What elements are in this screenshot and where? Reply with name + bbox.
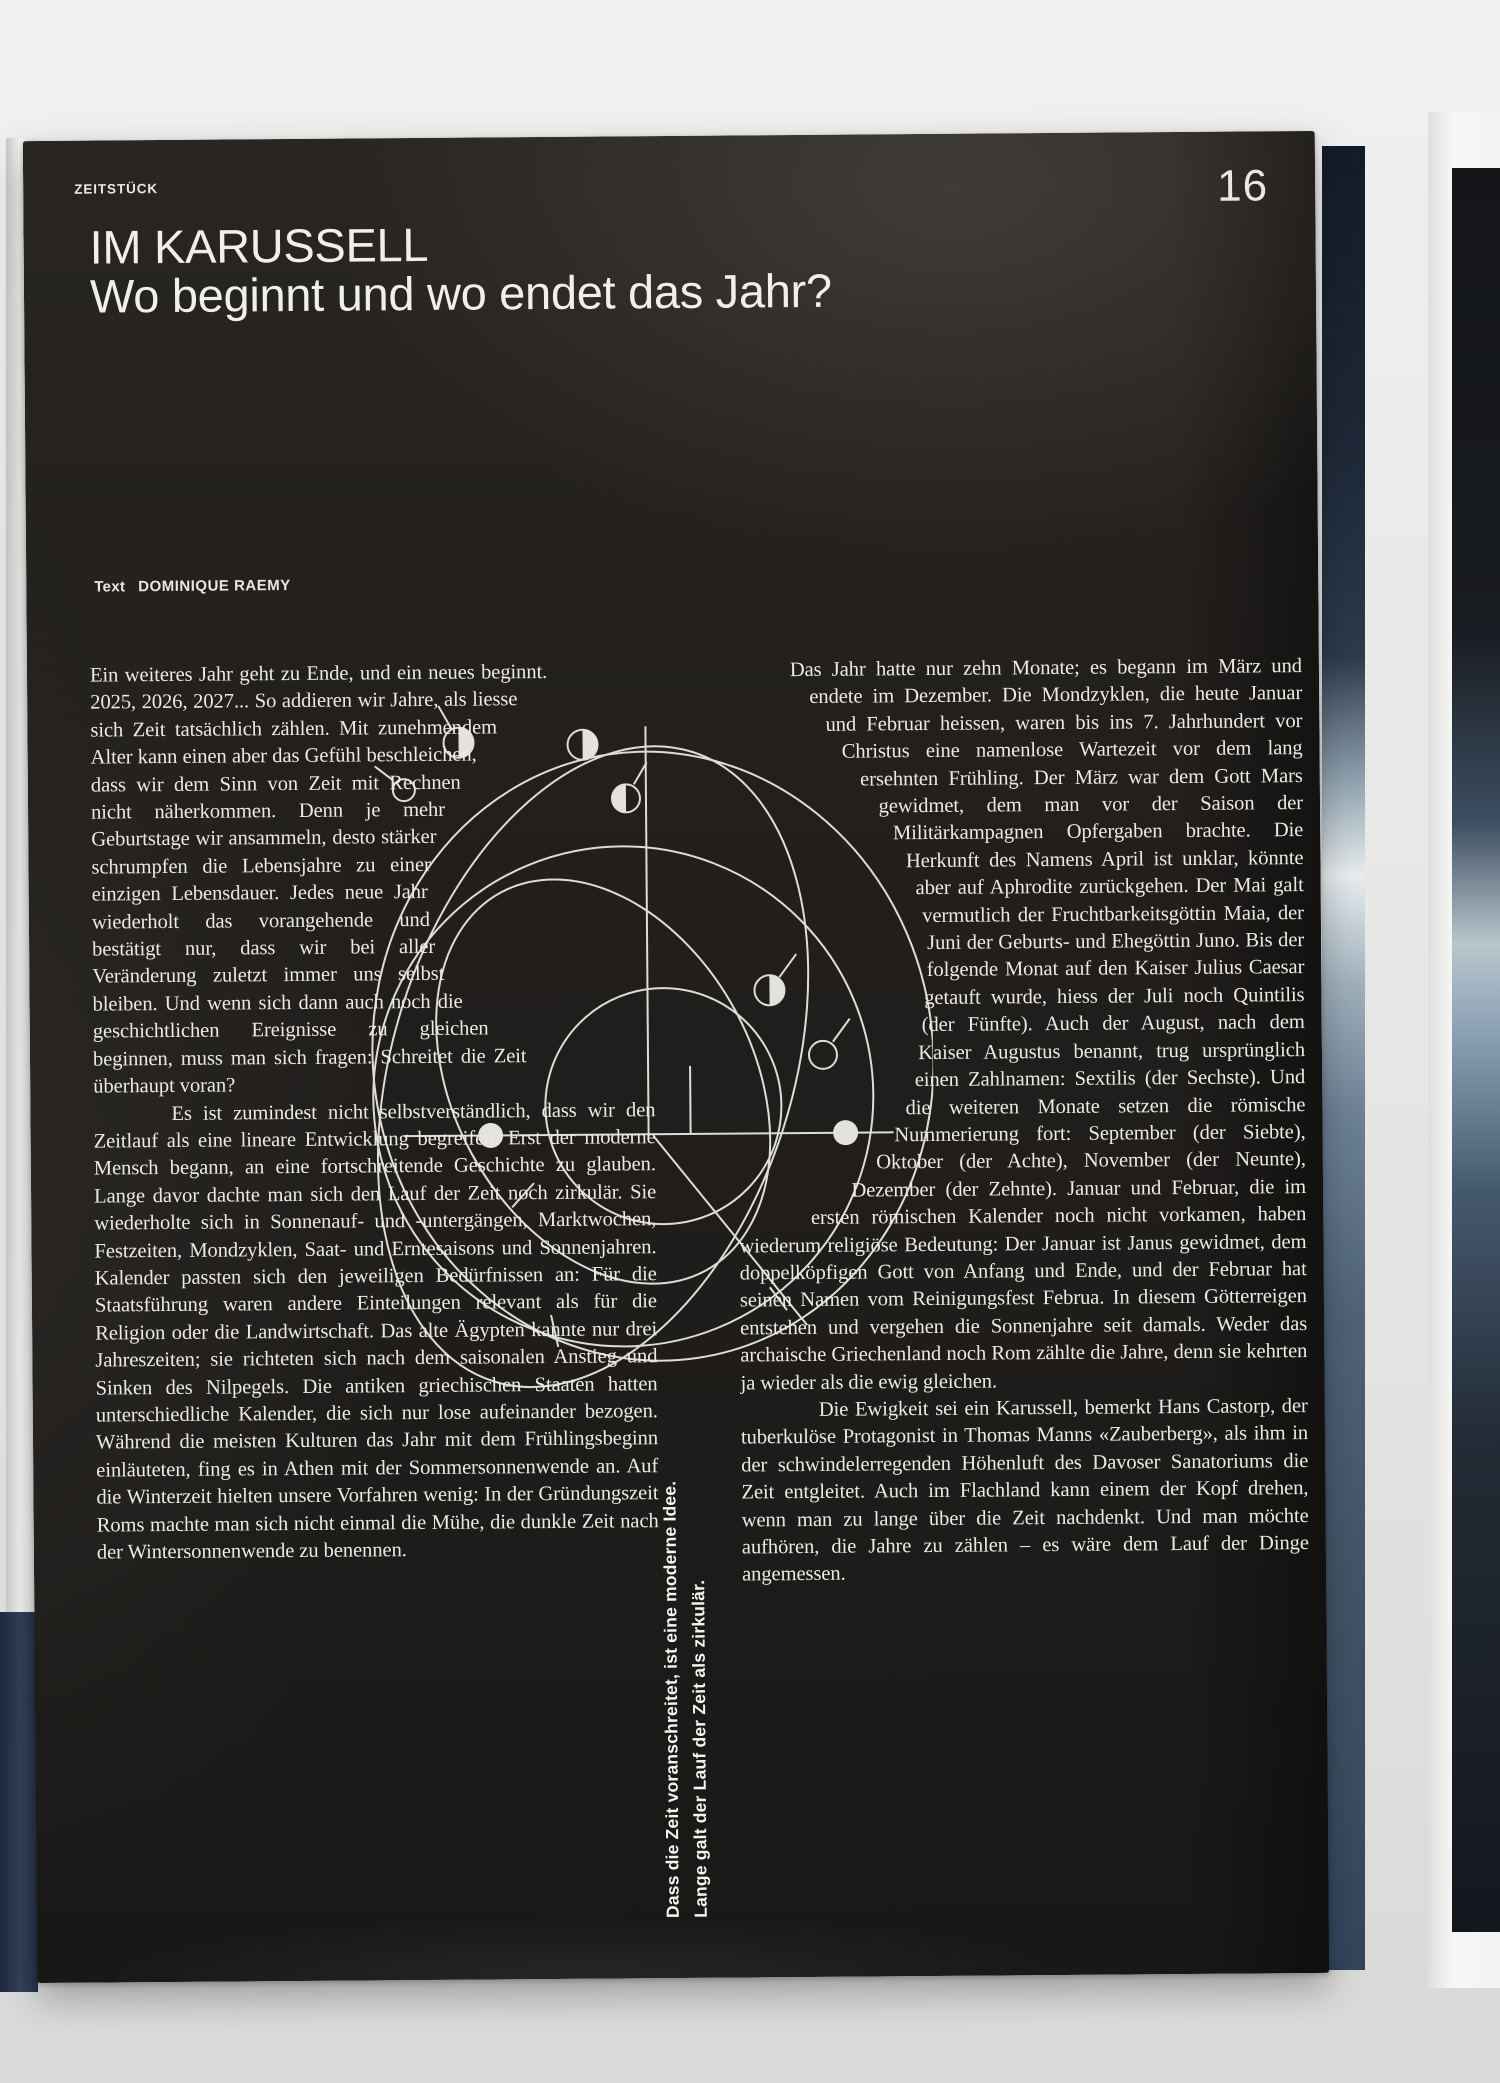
paragraph: Das Jahr hatte nur zehn Monate; es begann im März und endete im Dezember. Die Mondzyklen, die heute Januar und Februar heissen, waren bis ins 7. Jahrhundert vor Christus eine namenlose Wartezeit vor dem lang ersehnten Frühling. Der März war dem Gott Mars gewidmet, dem man vor der Saison der Militärkampagnen Opfergaben brachte. Die Herkunft des Namens April ist unklar, könnte aber auf Aphrodite zurückgehen. Der Mai galt vermutlich der Fruchtbarkeitsgöttin Maia, der Juni der Geburts- und Ehegöttin Juno. Bis der folgende Monat auf den Kaiser Julius Caesar getauft wurde, hiess der Juli noch Quintilis (der Fünfte). Auch der August, nach dem Kaiser Augustus benannt, trug ursprünglich einen Zahlnamen: Sextilis (der Sechste). Und die weiteren Monate setzen die römische Nummerierung fort: September (der Siebte), Oktober (der Achte), November (der Neunte), Dezember (der Zehnte). Januar und Februar, die im ersten römischen Kalender noch nicht vorkamen, haben wiederum religiöse Bedeutung: Der Januar ist Janus gewidmet, dem doppelköpfigen Gott von Anfang und Ende, und der Februar hat seinen Namen vom Reinigungsfest Februa. In diesem Götterreigen entstehen und vergehen die Sonnenjahre seit damals. Weder das archaische Griechenland noch Rom zählte die Jahre, denn sie kehrten ja wieder als die ewig gleichen. bbox=[739, 655, 1308, 1395]
body-column-right bbox=[735, 653, 1309, 1589]
magazine-page bbox=[23, 131, 1329, 1983]
vertical-caption-line-2: Lange galt der Lauf der Zeit als zirkulär. bbox=[688, 1579, 711, 1918]
page-number: 16 bbox=[1216, 161, 1269, 211]
paragraph: Die Ewigkeit sei ein Karussell, bemerkt Hans Castorp, der tuberkulöse Protagonist in Thomas Manns «Zauberberg», als ihm in der schwindelerregenden Höhenluft des Davoser Sanatoriums die Zeit entgleitet. Auch im Flachland kann einem der Kopf drehen, wenn man zu lange über die Zeit nachdenkt. Und man möchte aufhören, die Jahre zu zählen – es wäre dem Lauf der Dinge angemessen. bbox=[740, 1395, 1309, 1586]
byline-label: Text bbox=[94, 578, 126, 596]
page-edge-navy-left bbox=[0, 1612, 38, 1992]
vertical-caption bbox=[655, 1418, 715, 1918]
second-magazine-cover bbox=[1452, 168, 1500, 1932]
headline bbox=[89, 217, 832, 321]
vertical-caption-line-1: Dass die Zeit voranschreitet, ist eine moderne Idee. bbox=[659, 1480, 683, 1919]
body-column-left bbox=[90, 658, 659, 1567]
paragraph: Es ist zumindest nicht selbstverständlich, dass wir den Zeitlauf als eine lineare Entwicklung begreifen. Erst der moderne Mensch begann, an eine fortschreitende Geschichte zu glauben. Lange davor dachte man sich den Lauf der Zeit noch zirkulär. Sie wiederholte sich in Sonnenauf- und -untergängen, Marktwochen, Festzeiten, Mondzyklen, Saat- und Erntesaisons und Sonnenjahren. Kalender passten sich den jeweiligen Bedürfnissen an: Für die Staatsführung waren andere Einteilungen relevant als für die Religion oder die Landwirtschaft. Das alte Ägypten kannte nur drei Jahreszeiten; sie richteten sich nach dem saisonalen Anstieg und Sinken des Nilpegels. Die antiken griechischen Staaten hatten unterschiedliche Kalender, die sich nur lose aufeinander bezogen. Während die meisten Kulturen das Jahr mit dem Frühlingsbeginn einläuteten, fing es in Athen mit der Sommersonnenwende an. Auf die Winterzeit hielten unsere Vorfahren wenig: In der Gründungszeit Roms machte man sich nicht einmal die Mühe, die dunkle Zeit nach der Wintersonnenwende zu benennen. bbox=[93, 1098, 659, 1564]
byline-author: DOMINIQUE RAEMY bbox=[138, 577, 291, 596]
byline bbox=[94, 577, 291, 596]
kicker: ZEITSTÜCK bbox=[74, 181, 159, 197]
paragraph: Ein weiteres Jahr geht zu Ende, und ein neues beginnt. 2025, 2026, 2027... So addieren wir Jahre, als liesse sich Zeit tatsächlich zählen. Mit zunehmendem Alter kann einen aber das Gefühl beschleichen, dass wir dem Sinn von Zeit mit Rechnen nicht näherkommen. Denn je mehr Geburtstage wir ansammeln, desto stärker schrumpfen die Lebensjahre zu einer einzigen Lebensdauer. Jedes neue Jahr wiederholt das vorangehende und bestätigt nur, dass wir bei aller Veränderung zuletzt immer uns selbst bleiben. Und wenn sich dann auch noch die geschichtlichen Ereignisse zu gleichen beginnen, muss man sich fragen: Schreitet die Zeit überhaupt voran? bbox=[89, 661, 548, 1098]
headline-line-2: Wo beginnt und wo endet das Jahr? bbox=[89, 263, 832, 323]
adjacent-page-edge bbox=[1322, 146, 1365, 1970]
headline-line-1: IM KARUSSELL bbox=[89, 217, 429, 274]
